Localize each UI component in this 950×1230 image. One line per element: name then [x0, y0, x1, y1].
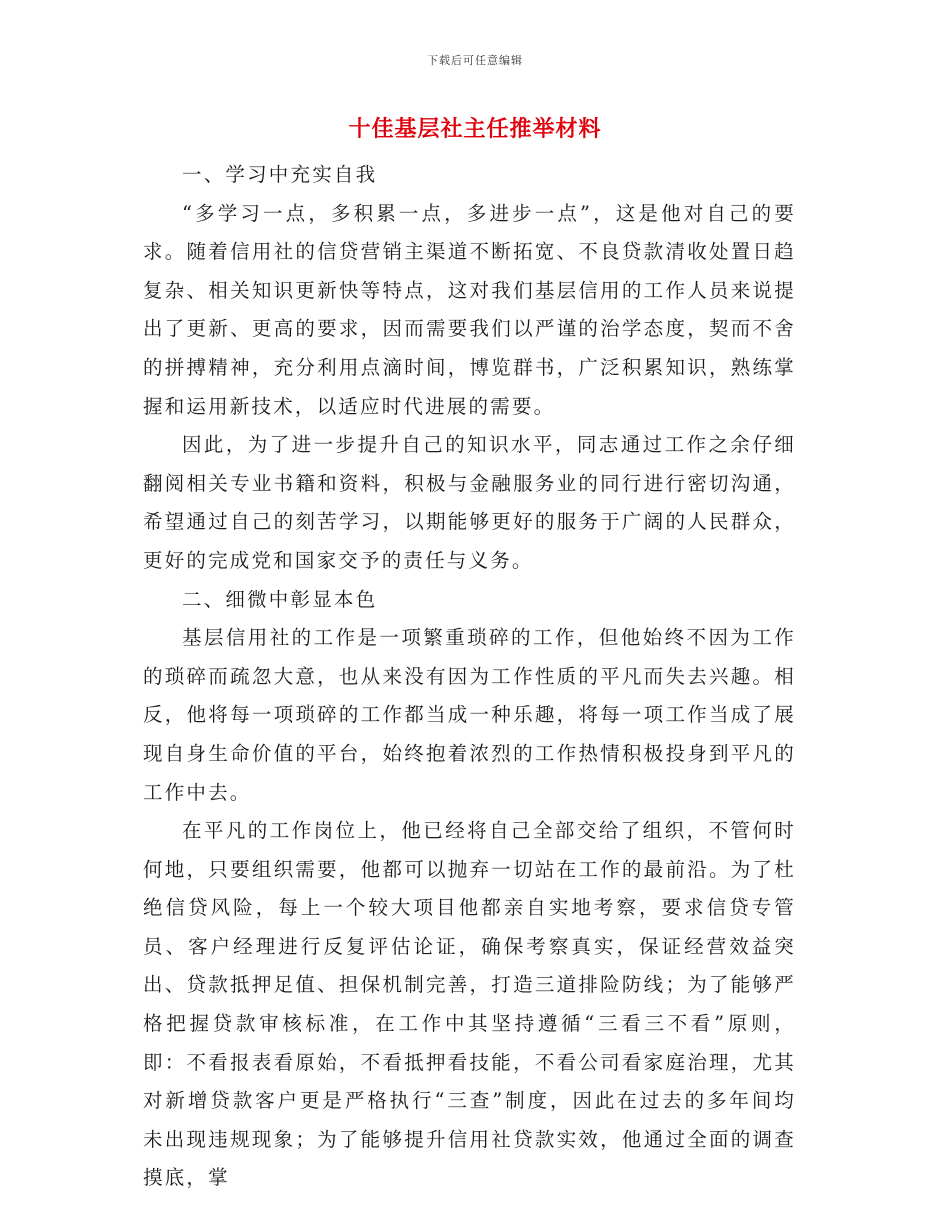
body-paragraph-4: 在平凡的工作岗位上，他已经将自己全部交给了组织，不管何时何地，只要组织需要，他都可以抛弃一切站在工作的最前沿。为了杜绝信贷风险，每上一个较大项目他都亲自实地考察，要求信贷专管员、客户经理进行反复评估论证，确保考察真实，保证经营效益突出、贷款抵押足值、担保机制完善，打造三道排险防线；为了能够严格把握贷款审核标准，在工作中其坚持遵循“三看三不看”原则，即：不看报表看原始，不看抵押看技能，不看公司看家庭治理，尤其对新增贷款客户更是严格执行“三查”制度，因此在过去的多年间均未出现违规现象；为了能够提升信用社贷款实效，他通过全面的调查摸底，掌 — [143, 819, 796, 1190]
section-heading-1: 一、学习中充实自我 — [182, 163, 378, 186]
body-paragraph-3: 基层信用社的工作是一项繁重琐碎的工作，但他始终不因为工作的琐碎而疏忽大意，也从来没有因为工作性质的平凡而失去兴趣。相反，他将每一项琐碎的工作都当成一种乐趣，将每一项工作当成了展现自身生命价值的平台，始终抱着浓烈的工作热情积极投身到平凡的工作中去。 — [143, 626, 796, 804]
body-paragraph-2: 因此，为了进一步提升自己的知识水平，同志通过工作之余仔细翻阅相关专业书籍和资料，积极与金融服务业的同行进行密切沟通，希望通过自己的刻苦学习，以期能够更好的服务于广阔的人民群众，更好的完成党和国家交予的责任与义务。 — [143, 433, 796, 572]
section-heading-2: 二、细微中彰显本色 — [182, 587, 378, 611]
body-paragraph-1: “多学习一点，多积累一点，多进步一点”，这是他对自己的要求。随着信用社的信贷营销主渠道不断拓宽、不良贷款清收处置日趋复杂、相关知识更新快等特点，这对我们基层信用的工作人员来说提出了更新、更高的要求，因而需要我们以严谨的治学态度，契而不舍的拼搏精神，充分利用点滴时间，博览群书，广泛积累知识，熟练掌握和运用新技术，以适应时代进展的需要。 — [143, 201, 796, 418]
document-title: 十佳基层社主任推举材料 — [348, 116, 602, 142]
document-body — [143, 156, 796, 1198]
page-header-note: 下载后可任意编辑 — [427, 54, 523, 67]
